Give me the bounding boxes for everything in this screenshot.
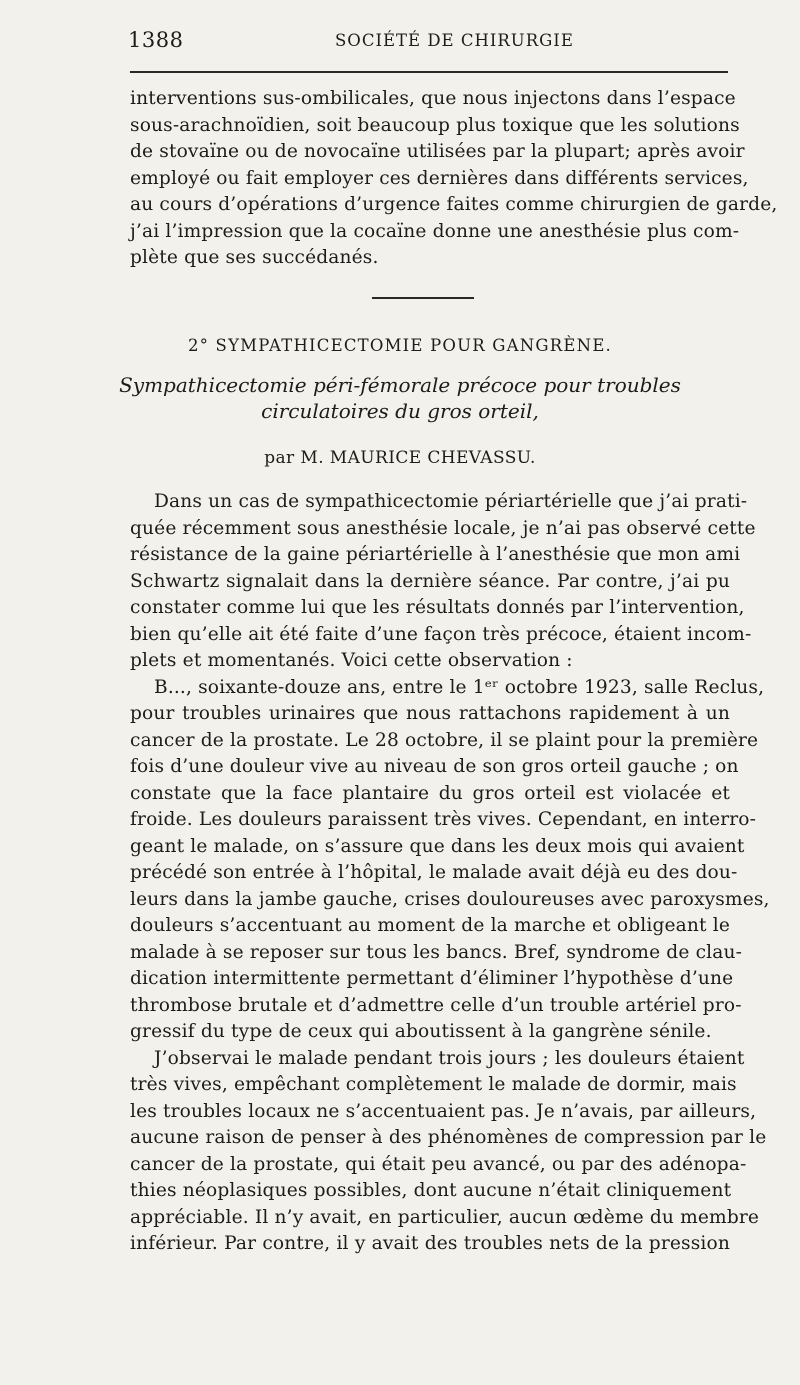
running-title: SOCIÉTÉ DE CHIRURGIE	[335, 31, 574, 50]
text-line: douleurs s’accentuant au moment de la marche et obligeant le	[130, 915, 730, 936]
main-text	[130, 489, 770, 1258]
text-line: les troubles locaux ne s’accentuaient pas. Je n’avais, par ailleurs,	[130, 1100, 757, 1122]
text-line: geant le malade, on s’assure que dans les deux mois qui avaient	[130, 835, 745, 857]
text-line: gressif du type de ceux qui aboutissent à la gangrène sénile.	[130, 1021, 712, 1042]
page-number: 1388	[128, 28, 184, 52]
text-line: J’observai le malade pendant trois jours ; les douleurs étaient	[154, 1047, 745, 1069]
section-heading: 2° SYMPATHICECTOMIE POUR GANGRÈNE.	[187, 336, 613, 355]
text-line: B..., soixante-douze ans, entre le 1ᵉʳ octobre 1923, salle Reclus,	[154, 676, 765, 698]
page-header	[0, 28, 800, 58]
text-line: quée récemment sous anesthésie locale, je n’ai pas observé cette	[130, 517, 756, 539]
text-line: employé ou fait employer ces dernières dans différents services,	[130, 167, 749, 189]
text-line: cancer de la prostate, qui était peu avancé, ou par des adénopa-	[130, 1153, 747, 1175]
text-line: bien qu’elle ait été faite d’une façon très précoce, étaient incom-	[130, 623, 752, 645]
text-line: j’ai l’impression que la cocaïne donne une anesthésie plus com-	[130, 220, 740, 242]
author-line: par M. MAURICE CHEVASSU.	[264, 448, 536, 468]
text-line: Dans un cas de sympathicectomie périartérielle que j’ai prati-	[154, 491, 748, 512]
article-title	[0, 372, 800, 424]
text-line: aucune raison de penser à des phénomènes de compression par le	[130, 1127, 767, 1148]
text-line: constate que la face plantaire du gros orteil est violacée et	[130, 782, 730, 804]
text-line: appréciable. Il n’y avait, en particulier, aucun œdème du membre	[130, 1206, 760, 1228]
text-line: Schwartz signalait dans la dernière séance. Par contre, j’ai pu	[130, 570, 730, 592]
text-line: dication intermittente permettant d’éliminer l’hypothèse d’une	[130, 968, 734, 989]
text-line: pour troubles urinaires que nous rattachons rapidement à un	[130, 703, 730, 724]
intro-paragraph	[130, 86, 778, 272]
text-line: de stovaïne ou de novocaïne utilisées par la plupart; après avoir	[130, 141, 745, 162]
article-title-line-2: circulatoires du gros orteil,	[261, 399, 539, 423]
text-line: thies néoplasiques possibles, dont aucune n’était cliniquement	[130, 1180, 732, 1201]
text-line: inférieur. Par contre, il y avait des troubles nets de la pression	[130, 1233, 730, 1254]
header-rule	[130, 71, 728, 73]
text-line: au cours d’opérations d’urgence faites comme chirurgien de garde,	[130, 194, 778, 215]
text-line: fois d’une douleur vive au niveau de son gros orteil gauche ; on	[130, 756, 739, 777]
text-line: plets et momentanés. Voici cette observation :	[130, 650, 573, 671]
text-line: constater comme lui que les résultats donnés par l’intervention,	[130, 597, 745, 618]
text-line: thrombose brutale et d’admettre celle d’un trouble artériel pro-	[130, 994, 742, 1016]
section-divider	[372, 297, 474, 299]
text-line: très vives, empêchant complètement le malade de dormir, mais	[130, 1074, 737, 1095]
text-line: malade à se reposer sur tous les bancs. Bref, syndrome de clau-	[130, 941, 743, 963]
text-line: froide. Les douleurs paraissent très vives. Cependant, en interro-	[130, 809, 757, 830]
article-title-line-1: Sympathicectomie péri-fémorale précoce pour troubles	[119, 373, 681, 397]
text-line: résistance de la gaine périartérielle à l’anesthésie que mon ami	[130, 544, 741, 565]
text-line: cancer de la prostate. Le 28 octobre, il se plaint pour la première	[130, 729, 759, 751]
text-line: plète que ses succédanés.	[130, 247, 379, 268]
text-line: interventions sus-ombilicales, que nous injectons dans l’espace	[130, 88, 736, 109]
text-line: sous-arachnoïdien, soit beaucoup plus toxique que les solutions	[130, 114, 740, 136]
text-line: précédé son entrée à l’hôpital, le malade avait déjà eu des dou-	[130, 862, 738, 883]
text-line: leurs dans la jambe gauche, crises douloureuses avec paroxysmes,	[130, 888, 770, 910]
